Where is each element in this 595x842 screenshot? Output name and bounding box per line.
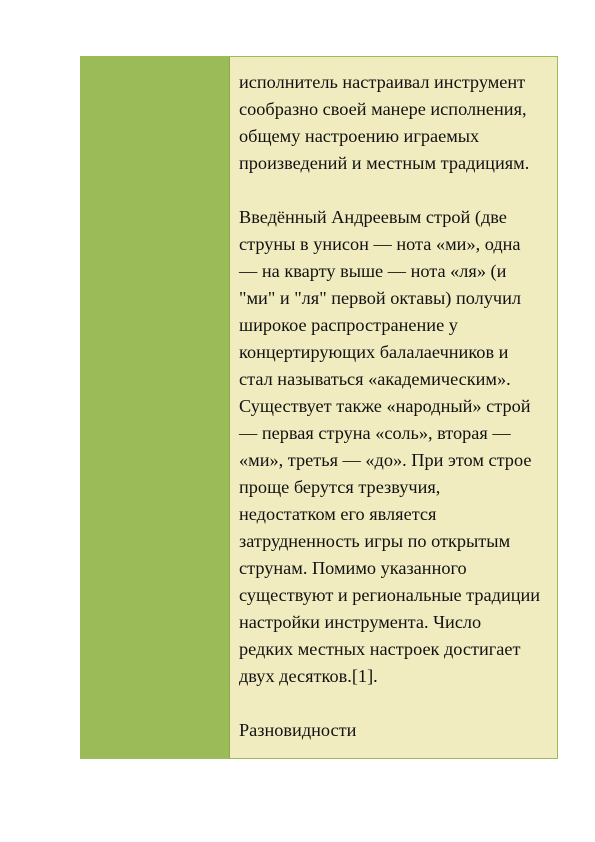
text-column bbox=[230, 57, 557, 758]
text-line: Существует также «народный» строй bbox=[239, 396, 531, 416]
text-line: сообразно своей манере исполнения, bbox=[239, 99, 527, 119]
text-line: редких местных настроек достигает bbox=[239, 639, 521, 659]
text-line: струны в унисон — нота «ми», одна bbox=[239, 234, 521, 254]
decorative-left-column bbox=[81, 57, 230, 758]
text-line: двух десятков.[1]. bbox=[239, 666, 378, 686]
text-line: стал называться «академическим». bbox=[239, 369, 511, 389]
section-heading bbox=[239, 717, 557, 744]
text-line: недостатком его является bbox=[239, 504, 437, 524]
text-line: произведений и местным традициям. bbox=[239, 153, 530, 173]
paragraph-andreev-tuning bbox=[239, 204, 557, 690]
heading-text: Разновидности bbox=[239, 720, 357, 740]
text-line: широкое распространение у bbox=[239, 315, 458, 335]
paragraph-spacer bbox=[239, 177, 557, 204]
text-line: существуют и региональные традиции bbox=[239, 585, 541, 605]
text-line: общему настроению играемых bbox=[239, 126, 480, 146]
text-line: исполнитель настраивал инструмент bbox=[239, 72, 526, 92]
text-line: затрудненность игры по открытым bbox=[239, 531, 511, 551]
content-table bbox=[80, 56, 558, 759]
paragraph-tuning-intro bbox=[239, 69, 557, 177]
text-line: "ми" и "ля" первой октавы) получил bbox=[239, 288, 521, 308]
text-line: проще берутся трезвучия, bbox=[239, 477, 441, 497]
text-line: — первая струна «соль», вторая — bbox=[239, 423, 511, 443]
text-line: настройки инструмента. Число bbox=[239, 612, 482, 632]
text-line: струнам. Помимо указанного bbox=[239, 558, 467, 578]
text-line: «ми», третья — «до». При этом строе bbox=[239, 450, 532, 470]
text-line: — на кварту выше — нота «ля» (и bbox=[239, 261, 507, 281]
text-line: Введённый Андреевым строй (две bbox=[239, 207, 507, 227]
text-line: концертирующих балалаечников и bbox=[239, 342, 509, 362]
paragraph-spacer bbox=[239, 690, 557, 717]
